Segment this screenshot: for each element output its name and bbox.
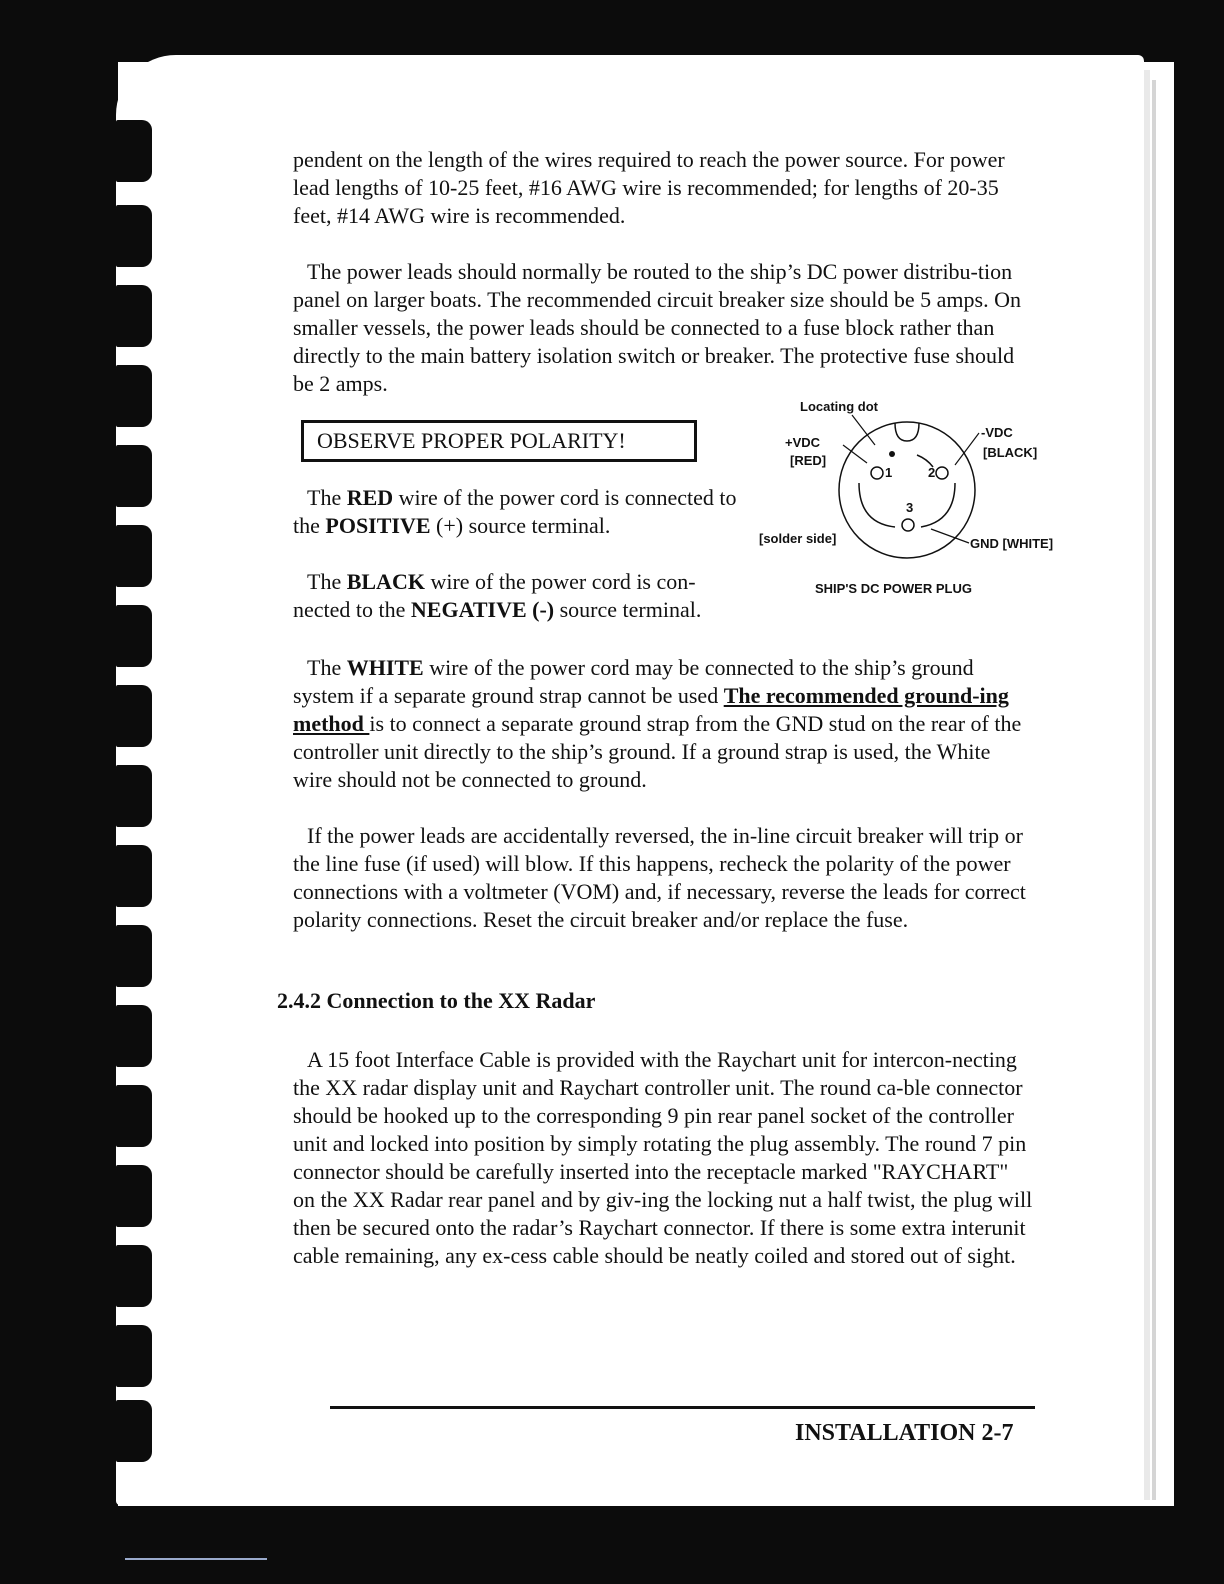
page-edge [1144,70,1150,1500]
page-footer: INSTALLATION 2-7 [795,1420,1014,1446]
scan-border-right [1174,0,1224,1584]
binder-tab [116,1165,152,1227]
scan-border-bottom [0,1506,1224,1584]
locating-dot-label: Locating dot [800,399,878,414]
black-wire-label: [BLACK] [983,445,1038,460]
plus-vdc-label: +VDC [785,435,821,450]
paragraph-black-wire: The BLACK wire of the power cord is con-nected to the NEGATIVE (-) source terminal. [293,569,702,622]
diagram-caption: SHIP'S DC POWER PLUG [815,581,972,596]
pin-2-socket [936,467,948,479]
scan-border-left [0,0,118,1584]
solder-side-label: [solder side] [759,531,837,546]
pin-3-label: 3 [906,500,914,515]
gnd-white-label: GND [WHITE] [970,536,1054,551]
footer-rule [330,1406,1035,1409]
dc-power-plug-diagram [755,395,1075,610]
locating-dot-leader [852,415,875,445]
pin-1-socket [871,467,883,479]
pin-3-socket [902,519,914,531]
binder-tab [116,765,152,827]
binder-tab [116,525,152,587]
minus-vdc-label: -VDC [981,425,1013,440]
binder-tab [116,445,152,507]
binder-tab [116,845,152,907]
binder-tab [116,1245,152,1307]
paragraph-white-wire: The WHITE wire of the power cord may be connected to the ship’s ground system if a separate ground strap cannot be used The recommended ground-ing method is to connect a separate ground strap from the GND stud on the rear of the controller unit directly to the ship’s ground. If a ground strap is used, the White wire should not be connected to ground. [293,655,1022,792]
paragraph-power-routing: The power leads should normally be routed to the ship’s DC power distribu-tion panel on larger boats. The recommended circuit breaker size should be 5 amps. On smaller vessels, the power leads should be connected to a fuse block rather than directly to the main battery isolation switch or breaker. The protective fuse should be 2 amps. [293,259,1021,396]
section-heading: 2.4.2 Connection to the XX Radar [277,988,596,1013]
polarity-callout-box: OBSERVE PROPER POLARITY! [301,420,697,462]
binder-tab [116,1325,152,1387]
pin-1-label: 1 [885,465,893,480]
scan-artifact-line [125,1558,267,1560]
page-edge-shadow [1152,80,1156,1500]
paragraph-radar-connection: A 15 foot Interface Cable is provided with the Raychart unit for intercon-necting the XX radar display unit and Raychart controller unit. The round ca-ble connector should be hooked up to the corresponding 9 pin rear panel socket of the controller unit and locked into position by simply rotating the plug assembly. The round 7 pin connector should be carefully inserted into the receptacle marked "RAYCHART" on the XX Radar rear panel and by giv-ing the locking nut a half twist, the plug will then be secured onto the radar’s Raychart connector. If there is some extra interunit cable remaining, any ex-cess cable should be neatly coiled and stored out of sight. [293,1047,1033,1268]
binder-tab [116,925,152,987]
inner-arc-left [859,483,895,527]
paragraph-red-wire: The RED wire of the power cord is connected to the POSITIVE (+) source terminal. [293,485,737,538]
locating-dot [889,451,895,457]
binder-tab [116,120,152,182]
binder-tab [116,1005,152,1067]
plug-key-notch [895,423,919,441]
scan-border-top [0,0,1224,62]
binder-tab [116,365,152,427]
red-wire-label: [RED] [790,453,827,468]
gnd-leader [931,529,969,543]
minus-leader [955,433,979,465]
pin-2-label: 2 [928,465,936,480]
binder-tab [116,285,152,347]
binder-tab [116,205,152,267]
binder-tab [116,1085,152,1147]
binder-tab [116,605,152,667]
binder-tab [116,1400,152,1462]
paragraph-reversed-leads: If the power leads are accidentally reversed, the in-line circuit breaker will trip or the line fuse (if used) will blow. If this happens, recheck the polarity of the power connections with a voltmeter (VOM) and, if necessary, reverse the leads for correct polarity connections. Reset the circuit breaker and/or replace the fuse. [293,823,1026,932]
paragraph-wire-gauge: pendent on the length of the wires required to reach the power source. For power lead lengths of 10-25 feet, #16 AWG wire is recommended; for lengths of 20-35 feet, #14 AWG wire is recommended. [293,147,1005,228]
binder-tab [116,685,152,747]
inner-arc-right [921,483,955,527]
